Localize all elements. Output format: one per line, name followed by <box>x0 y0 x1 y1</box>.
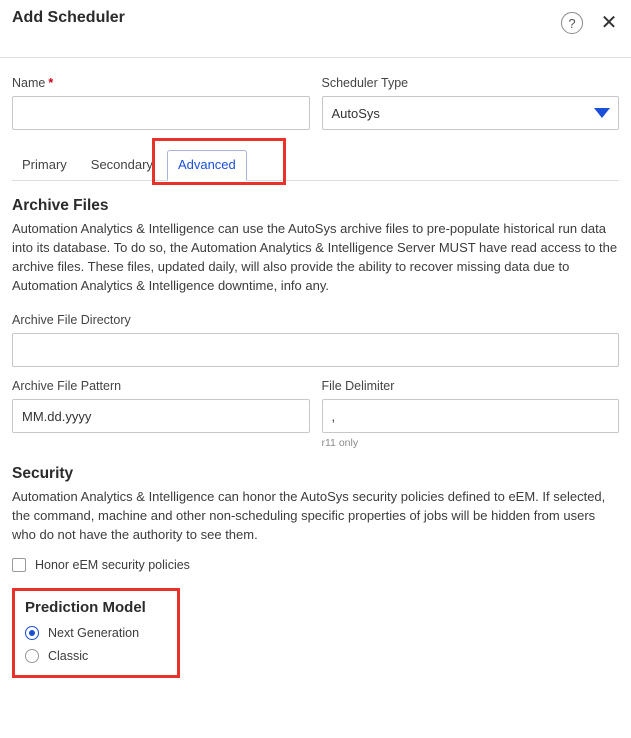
radio-next-generation-control[interactable] <box>25 626 39 640</box>
name-input[interactable] <box>12 96 310 130</box>
honor-eem-checkbox-row[interactable] <box>12 558 619 572</box>
scheduler-type-select[interactable] <box>322 96 620 130</box>
archive-pattern-field-group <box>12 379 310 449</box>
top-fields-row <box>12 76 619 130</box>
archive-directory-field-group <box>12 313 619 367</box>
radio-next-generation-label: Next Generation <box>48 626 140 640</box>
tab-advanced[interactable]: Advanced <box>167 150 247 181</box>
archive-pattern-label: Archive File Pattern <box>12 379 122 393</box>
chevron-down-icon <box>594 108 610 118</box>
archive-files-description: Automation Analytics & Intelligence can use the AutoSys archive files to pre-populate historical run data into its database. To do so, the Automation Analytics & Intelligence Server MUST have read access to the archive files. These files, updated daily, will also provide the ability to recover missing data due to Automation Analytics & Intelligence downtime, info any. <box>12 221 618 293</box>
name-label <box>12 76 310 90</box>
security-heading: Security <box>12 465 74 482</box>
dialog-titlebar <box>0 0 631 58</box>
archive-directory-input[interactable] <box>12 333 619 367</box>
prediction-model-heading: Prediction Model <box>25 599 146 616</box>
name-field-group <box>12 76 310 130</box>
tab-primary[interactable]: Primary <box>22 157 67 172</box>
close-icon[interactable]: ✕ <box>600 12 618 34</box>
archive-files-heading: Archive Files <box>12 197 109 214</box>
titlebar-actions <box>561 12 619 34</box>
file-delimiter-label: File Delimiter <box>321 379 395 393</box>
scheduler-type-label: Scheduler Type <box>321 76 409 90</box>
name-label-text: Name <box>12 76 46 90</box>
radio-classic-label: Classic <box>48 649 89 663</box>
honor-eem-checkbox-label: Honor eEM security policies <box>35 558 190 572</box>
dialog-body <box>0 58 631 678</box>
help-circle-icon[interactable]: ? <box>561 12 583 34</box>
file-delimiter-input[interactable] <box>322 399 620 433</box>
prediction-model-group <box>12 588 180 678</box>
required-marker: * <box>48 76 54 90</box>
archive-directory-label: Archive File Directory <box>12 313 131 327</box>
page-title: Add Scheduler <box>12 9 125 26</box>
scheduler-type-value: AutoSys <box>331 105 380 121</box>
file-delimiter-field-group <box>322 379 620 449</box>
archive-pattern-input[interactable] <box>12 399 310 433</box>
scheduler-type-field-group <box>322 76 620 130</box>
radio-classic[interactable] <box>25 649 167 663</box>
tab-secondary[interactable]: Secondary <box>90 157 153 172</box>
file-delimiter-hint: r11 only <box>321 437 359 449</box>
archive-pattern-row <box>12 379 619 449</box>
honor-eem-checkbox[interactable] <box>12 558 26 572</box>
radio-next-generation[interactable] <box>25 626 167 640</box>
radio-classic-control[interactable] <box>25 649 39 663</box>
security-description: Automation Analytics & Intelligence can honor the AutoSys security policies defined to eEM. If selected, the command, machine and other non-scheduling specific properties of jobs will be hidden from users who do not have the authority to see them. <box>12 489 606 542</box>
tab-bar <box>12 150 619 181</box>
